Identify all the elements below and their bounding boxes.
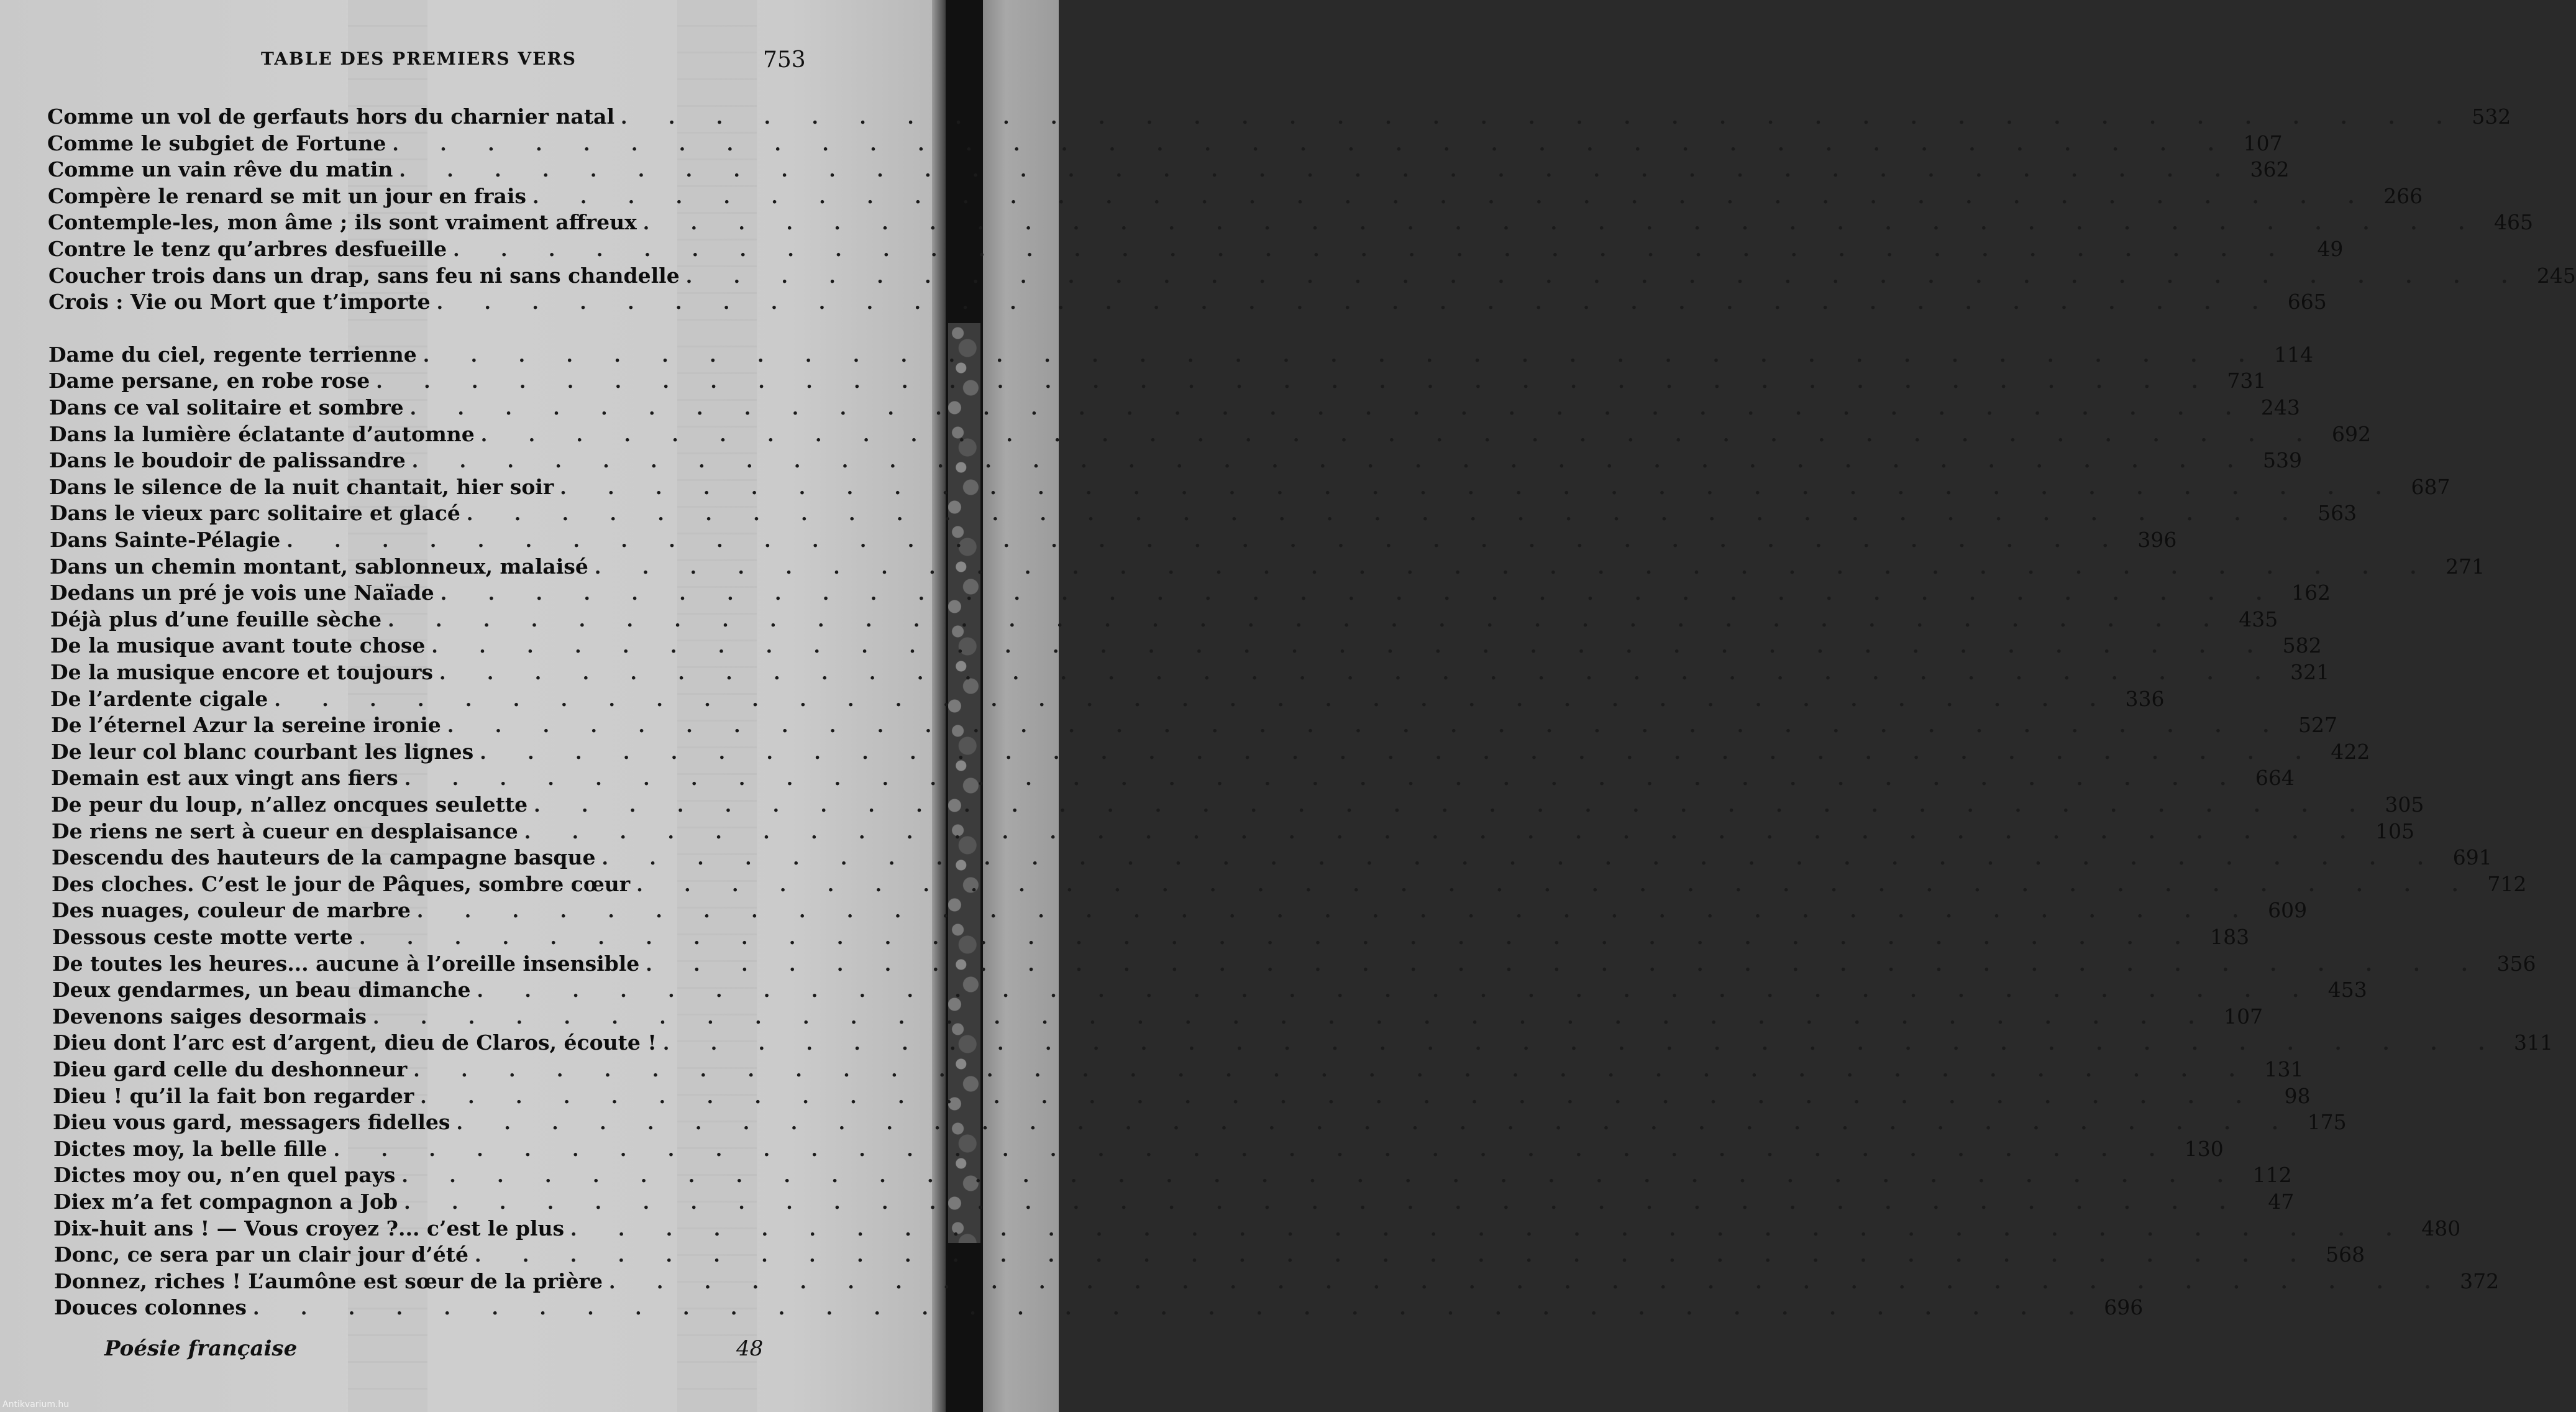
dot-leader: . . . . . . . . . . . . . . . . . . . . . . . . . . . . . . . . . . . . . . . xyxy=(372,1007,2213,1029)
dot-leader: . . . . . . . . . . . . . . . . . . . . . . . . . . . . . . . . . . . . . . . xyxy=(601,848,2441,869)
index-entry xyxy=(53,1190,2295,1216)
index-entry xyxy=(54,1295,2144,1321)
index-entry xyxy=(51,740,2370,766)
index-entry xyxy=(52,898,2308,924)
index-entry xyxy=(52,845,2492,871)
first-line-text: Dieu ! qu’il la fait bon regarder xyxy=(53,1084,414,1108)
first-line-text: Deux gendarmes, un beau dimanche xyxy=(52,978,471,1002)
watermark: Antikvarium.hu xyxy=(2,1400,70,1410)
dot-leader: . . . . . . . . . . . . . . . . . . . . . . . . . . . . . . . . . . . . . . . xyxy=(413,1060,2253,1081)
first-line-text: De toutes les heures... aucune à l’oreille insensible xyxy=(52,951,640,976)
dot-leader: . . . . . . . . . . . . . . . . . . . . . . . . . . . . . . . . . . . . . . . xyxy=(422,345,2263,367)
first-line-text: Dans le vieux parc solitaire et glacé xyxy=(50,501,460,525)
dot-leader: . . . . . . . . . . . . . . . . . . . . . . . . . . . . . . . . . . . . . . . xyxy=(439,662,2279,684)
first-line-text: Dans le silence de la nuit chantait, hier soir xyxy=(49,475,554,499)
first-line-text: Dedans un pré je vois une Naïade xyxy=(50,580,434,605)
index-entry xyxy=(53,1110,2347,1136)
dot-leader: . . . . . . . . . . . . . . . . . . . . . . . . . . . . . . . . . . . . . . . xyxy=(447,715,2287,737)
page-reference: 107 xyxy=(2224,1004,2263,1029)
index-entry xyxy=(52,978,2367,1004)
page-reference: 49 xyxy=(2317,237,2344,261)
page-reference: 131 xyxy=(2264,1057,2304,1081)
dot-leader: . . . . . . . . . . . . . . . . . . . . . . . . . . . . . . . . . . . . . . . xyxy=(440,583,2280,605)
page-reference: 183 xyxy=(2210,925,2250,949)
index-entry xyxy=(51,713,2338,739)
dot-leader: . . . . . . . . . . . . . . . . . . . . . . . . . . . . . . . . . . . . . . . xyxy=(524,822,2364,843)
first-line-text: Comme le subgiet de Fortune xyxy=(47,131,386,155)
index-entry xyxy=(48,184,2423,210)
dot-leader: . . . . . . . . . . . . . . . . . . . . . . . . . . . . . . . . . . . . . . . xyxy=(594,557,2434,579)
dot-leader: . . . . . . . . . . . . . . . . . . . . . . . . . . . . . . . . . . . . . . . xyxy=(642,213,2482,234)
dot-leader: . . . . . . . . . . . . . . . . . . . . . . . . . . . . . . . . . . . . . . . xyxy=(392,134,2232,155)
first-line-text: Dix-huit ans ! — Vous croyez ?... c’est le plus xyxy=(53,1216,565,1240)
first-line-text: Dans un chemin montant, sablonneux, malaisé xyxy=(50,554,588,579)
page-reference: 665 xyxy=(2287,290,2327,314)
page-reference: 305 xyxy=(2385,792,2424,817)
dot-leader: . . . . . . . . . . . . . . . . . . . . . . . . . . . . . . . . . . . . . . . xyxy=(532,186,2372,208)
page-reference: 105 xyxy=(2375,819,2414,843)
dot-leader: . . . . . . . . . . . . . . . . . . . . . . . . . . . . . . . . . . . . . . . xyxy=(534,795,2373,817)
index-entry xyxy=(49,475,2450,501)
index-entry xyxy=(50,501,2357,527)
first-line-text: Demain est aux vingt ans fiers xyxy=(51,766,398,790)
index-entry xyxy=(49,395,2300,421)
page-number: 753 xyxy=(763,47,806,73)
dot-leader: . . . . . . . . . . . . . . . . . . . . . . . . . . . . . . . . . . . . . . . xyxy=(388,610,2227,631)
page-reference: 422 xyxy=(2331,740,2370,764)
first-line-text: Diex m’a fet compagnon a Job xyxy=(53,1190,398,1214)
dot-leader: . . . . . . . . . . . . . . . . . . . . . . . . . . . . . . . . . . . . . . . xyxy=(474,1245,2314,1267)
page-reference: 175 xyxy=(2307,1110,2347,1134)
footer-signature: Poésie française xyxy=(104,1336,298,1361)
dot-leader: . . . . . . . . . . . . . . . . . . . . . . . . . . . . . . . . . . . . . . . xyxy=(466,503,2306,525)
index-entry xyxy=(53,1057,2304,1083)
page-reference: 336 xyxy=(2125,687,2165,711)
first-line-text: Dans Sainte-Pélagie xyxy=(50,528,281,552)
dot-leader: . . . . . . . . . . . . . . . . . . . . . . . . . . . . . . . . . . . . . . . xyxy=(274,689,2114,711)
page-reference: 362 xyxy=(2250,157,2290,181)
first-line-text: Dans la lumière éclatante d’automne xyxy=(49,422,475,446)
page-reference: 112 xyxy=(2252,1163,2292,1187)
page-reference: 356 xyxy=(2496,951,2536,976)
index-entry xyxy=(52,1004,2263,1030)
dot-leader: . . . . . . . . . . . . . . . . . . . . . . . . . . . . . . . . . . . . . . . xyxy=(685,266,2525,288)
index-entry xyxy=(48,157,2290,183)
dot-leader: . . . . . . . . . . . . . . . . . . . . . . . . . . . . . . . . . . . . . . . xyxy=(560,477,2400,499)
first-line-text: Des nuages, couleur de marbre xyxy=(52,898,411,922)
dot-leader: . . . . . . . . . . . . . . . . . . . . . . . . . . . . . . . . . . . . . . . xyxy=(409,398,2249,419)
first-line-text: Devenons saiges desormais xyxy=(52,1004,367,1029)
dot-leader: . . . . . . . . . . . . . . . . . . . . . . . . . . . . . . . . . . . . . . . xyxy=(401,1165,2241,1187)
index-entry xyxy=(48,369,2267,395)
index-entry xyxy=(54,1242,2365,1268)
index-entry xyxy=(50,633,2322,659)
page-reference: 162 xyxy=(2291,580,2331,605)
dot-leader: . . . . . . . . . . . . . . . . . . . . . . . . . . . . . . . . . . . . . . . xyxy=(662,1033,2503,1055)
dot-leader: . . . . . . . . . . . . . . . . . . . . . . . . . . . . . . . . . . . . . . . xyxy=(608,1272,2449,1293)
page-reference: 687 xyxy=(2411,475,2450,499)
dot-leader: . . . . . . . . . . . . . . . . . . . . . . . . . . . . . . . . . . . . . . . xyxy=(620,107,2460,129)
index-entry xyxy=(52,872,2527,898)
first-line-text: Dictes moy, la belle fille xyxy=(53,1137,327,1161)
dot-leader: . . . . . . . . . . . . . . . . . . . . . . . . . . . . . . . . . . . . . . . xyxy=(480,742,2319,764)
page-reference: 243 xyxy=(2260,395,2300,419)
page-reference: 396 xyxy=(2137,528,2177,552)
index-entry xyxy=(50,554,2485,580)
first-line-text: Dans ce val solitaire et sombre xyxy=(49,395,404,419)
dot-leader: . . . . . . . . . . . . . . . . . . . . . . . . . . . . . . . . . . . . . . . xyxy=(456,1112,2296,1134)
page-reference: 582 xyxy=(2282,633,2322,658)
dot-leader: . . . . . . . . . . . . . . . . . . . . . . . . . . . . . . . . . . . . . . . xyxy=(333,1139,2173,1161)
first-line-text: Donc, ce sera par un clair jour d’été xyxy=(54,1242,468,1267)
index-entry xyxy=(50,687,2165,713)
index-entry xyxy=(53,1137,2224,1163)
first-line-text: Donnez, riches ! L’aumône est sœur de la prière xyxy=(54,1269,603,1293)
page-reference: 98 xyxy=(2284,1084,2311,1108)
first-line-text: Dieu gard celle du deshonneur xyxy=(53,1057,408,1081)
index-entry xyxy=(47,104,2511,131)
first-line-text: Comme un vain rêve du matin xyxy=(48,157,393,181)
page-title: TABLE DES PREMIERS VERS xyxy=(261,48,577,69)
index-entry xyxy=(48,290,2327,316)
dot-leader: . . . . . . . . . . . . . . . . . . . . . . . . . . . . . . . . . . . . . . . xyxy=(404,1192,2244,1214)
page-reference: 266 xyxy=(2383,184,2423,208)
index-entry xyxy=(53,1084,2311,1110)
page-reference: 435 xyxy=(2239,607,2278,631)
first-line-text: Douces colonnes xyxy=(54,1295,247,1319)
index-entry xyxy=(48,342,2314,369)
index-entry xyxy=(52,925,2250,951)
first-line-text: De l’éternel Azur la sereine ironie xyxy=(51,713,441,737)
page-reference: 271 xyxy=(2446,554,2485,579)
first-line-text: Dieu dont l’arc est d’argent, dieu de Claros, écoute ! xyxy=(53,1030,657,1055)
dot-leader: . . . . . . . . . . . . . . . . . . . . . . . . . . . . . . . . . . . . . . . xyxy=(411,451,2251,472)
index-entry xyxy=(52,951,2536,978)
page-reference: 114 xyxy=(2274,342,2314,367)
first-line-text: Descendu des hauteurs de la campagne basque xyxy=(52,845,596,869)
page-reference: 532 xyxy=(2472,104,2511,129)
index-entry xyxy=(47,131,2283,157)
page-reference: 453 xyxy=(2327,978,2367,1002)
first-line-text: Coucher trois dans un drap, sans feu ni sans chandelle xyxy=(48,264,680,288)
page-reference: 107 xyxy=(2243,131,2283,155)
page-reference: 480 xyxy=(2421,1216,2461,1240)
dot-leader: . . . . . . . . . . . . . . . . . . . . . . . . . . . . . . . . . . . . . . . xyxy=(404,768,2244,790)
index-entry xyxy=(51,792,2424,818)
page-reference: 130 xyxy=(2184,1137,2224,1161)
dot-leader: . . . . . . . . . . . . . . . . . . . . . . . . . . . . . . . . . . . . . . . xyxy=(399,160,2239,181)
index-entry xyxy=(53,1163,2292,1189)
dot-leader: . . . . . . . . . . . . . . . . . . . . . . . . . . . . . . . . . . . . . . . xyxy=(453,239,2293,261)
first-line-text: Dame persane, en robe rose xyxy=(48,369,370,393)
dot-leader: . . . . . . . . . . . . . . . . . . . . . . . . . . . . . . . . . . . . . . . xyxy=(477,980,2316,1002)
index-entry xyxy=(53,1030,2554,1057)
first-line-text: Dessous ceste motte verte xyxy=(52,925,353,949)
page-reference: 696 xyxy=(2104,1295,2144,1319)
dot-leader: . . . . . . . . . . . . . . . . . . . . . . . . . . . . . . . . . . . . . . . xyxy=(253,1298,2093,1319)
index-entry xyxy=(48,210,2533,236)
first-line-text: Des cloches. C’est le jour de Pâques, sombre cœur xyxy=(52,872,631,896)
page-reference: 568 xyxy=(2326,1242,2365,1267)
dot-leader: . . . . . . . . . . . . . . . . . . . . . . . . . . . . . . . . . . . . . . . xyxy=(431,636,2271,658)
page-reference: 731 xyxy=(2227,369,2267,393)
first-line-text: De peur du loup, n’allez oncques seulette xyxy=(51,792,528,817)
page-reference: 372 xyxy=(2460,1269,2500,1293)
page-reference: 692 xyxy=(2332,422,2371,446)
index-entry xyxy=(50,528,2177,554)
index-entry xyxy=(48,264,2576,290)
dot-leader: . . . . . . . . . . . . . . . . . . . . . . . . . . . . . . . . . . . . . . . xyxy=(286,530,2126,552)
first-line-text: Dame du ciel, regente terrienne xyxy=(48,342,417,367)
page-reference: 609 xyxy=(2268,898,2308,922)
first-line-text: Dieu vous gard, messagers fidelles xyxy=(53,1110,450,1134)
dot-leader: . . . . . . . . . . . . . . . . . . . . . . . . . . . . . . . . . . . . . . . xyxy=(436,292,2276,314)
first-line-text: De riens ne sert à cueur en desplaisance xyxy=(52,819,518,843)
page-reference: 664 xyxy=(2255,766,2295,790)
index-entry xyxy=(54,1269,2500,1295)
page-reference: 47 xyxy=(2268,1190,2295,1214)
first-line-text: Contre le tenz qu’arbres desfueille xyxy=(48,237,447,261)
first-line-text: Comme un vol de gerfauts hors du charnier natal xyxy=(47,104,614,129)
index-entry xyxy=(53,1216,2461,1242)
page-reference: 712 xyxy=(2487,872,2527,896)
index-entry xyxy=(48,237,2344,263)
dot-leader: . . . . . . . . . . . . . . . . . . . . . . . . . . . . . . . . . . . . . . . xyxy=(570,1219,2410,1240)
first-line-text: Contemple-les, mon âme ; ils sont vraiment affreux xyxy=(48,210,637,234)
page-reference: 321 xyxy=(2290,660,2330,684)
first-line-text: Déjà plus d’une feuille sèche xyxy=(50,607,382,631)
first-line-text: Dans le boudoir de palissandre xyxy=(49,448,406,472)
index-entry xyxy=(49,422,2371,448)
first-line-text: Dictes moy ou, n’en quel pays xyxy=(53,1163,396,1187)
page-reference: 465 xyxy=(2494,210,2533,234)
index-entry xyxy=(50,660,2330,686)
dot-leader: . . . . . . . . . . . . . . . . . . . . . . . . . . . . . . . . . . . . . . . xyxy=(480,424,2320,446)
index-entry xyxy=(52,819,2414,845)
page-reference: 539 xyxy=(2262,448,2302,472)
first-line-text: De leur col blanc courbant les lignes xyxy=(51,740,474,764)
index-entry xyxy=(50,580,2331,607)
page-reference: 311 xyxy=(2514,1030,2554,1055)
dot-leader: . . . . . . . . . . . . . . . . . . . . . . . . . . . . . . . . . . . . . . . xyxy=(359,927,2199,949)
dot-leader: . . . . . . . . . . . . . . . . . . . . . . . . . . . . . . . . . . . . . . . xyxy=(420,1086,2260,1108)
dot-leader: . . . . . . . . . . . . . . . . . . . . . . . . . . . . . . . . . . . . . . . xyxy=(646,954,2485,976)
footer-signature-number: 48 xyxy=(736,1336,764,1361)
first-line-text: De la musique avant toute chose xyxy=(50,633,426,658)
index-entry xyxy=(49,448,2302,474)
page-reference: 527 xyxy=(2298,713,2338,737)
first-line-text: De la musique encore et toujours xyxy=(50,660,433,684)
page-reference: 691 xyxy=(2452,845,2492,869)
dot-leader: . . . . . . . . . . . . . . . . . . . . . . . . . . . . . . . . . . . . . . . xyxy=(376,371,2216,393)
index-entry xyxy=(50,607,2278,633)
first-line-text: Compère le renard se mit un jour en frais xyxy=(48,184,526,208)
page-reference: 563 xyxy=(2318,501,2357,525)
page-reference: 245 xyxy=(2536,264,2576,288)
index-entry xyxy=(51,766,2295,792)
dot-leader: . . . . . . . . . . . . . . . . . . . . . . . . . . . . . . . . . . . . . . . xyxy=(416,901,2257,922)
first-line-text: De l’ardente cigale xyxy=(50,687,268,711)
dot-leader: . . . . . . . . . . . . . . . . . . . . . . . . . . . . . . . . . . . . . . . xyxy=(636,874,2476,896)
first-line-text: Crois : Vie ou Mort que t’importe xyxy=(48,290,431,314)
